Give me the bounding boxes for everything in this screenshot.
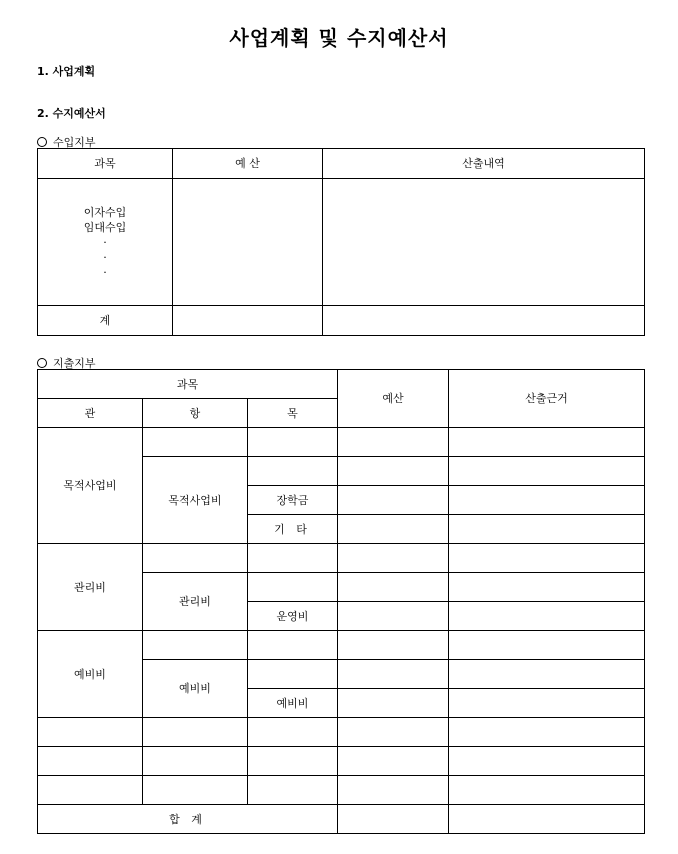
table-row xyxy=(38,428,645,457)
income-item-rent: 임대수입 xyxy=(83,220,127,234)
income-items-row xyxy=(38,179,645,306)
basis-cell[interactable] xyxy=(449,631,645,660)
budget-cell[interactable] xyxy=(338,602,449,631)
table-row xyxy=(38,718,645,747)
gwan-purpose-business: 목적사업비 xyxy=(38,428,143,544)
income-item-interest: 이자수입 xyxy=(83,205,127,219)
income-items-cell xyxy=(38,179,173,306)
mok-cell[interactable] xyxy=(248,631,338,660)
expense-header-row-1 xyxy=(38,370,645,399)
gwan-cell[interactable] xyxy=(38,747,143,776)
mok-other: 기 타 xyxy=(248,515,338,544)
income-total-detail-cell[interactable] xyxy=(323,306,645,336)
mok-cell[interactable] xyxy=(248,718,338,747)
basis-cell[interactable] xyxy=(449,776,645,805)
basis-cell[interactable] xyxy=(449,486,645,515)
ellipsis-dot: · xyxy=(103,265,107,279)
budget-cell[interactable] xyxy=(338,718,449,747)
budget-cell[interactable] xyxy=(338,689,449,718)
mok-cell[interactable] xyxy=(248,457,338,486)
income-table xyxy=(37,148,645,336)
basis-cell[interactable] xyxy=(449,660,645,689)
income-total-label: 계 xyxy=(38,306,173,336)
hang-cell[interactable] xyxy=(143,631,248,660)
basis-cell[interactable] xyxy=(449,602,645,631)
gwan-reserve: 예비비 xyxy=(38,631,143,718)
expense-header-budget: 예산 xyxy=(338,370,449,428)
budget-cell[interactable] xyxy=(338,747,449,776)
basis-cell[interactable] xyxy=(449,515,645,544)
circle-bullet-icon xyxy=(37,358,47,368)
expense-header-mok: 목 xyxy=(248,399,338,428)
income-total-row xyxy=(38,306,645,336)
mok-cell[interactable] xyxy=(248,747,338,776)
expense-label-text: 지출지부 xyxy=(53,357,96,370)
mok-reserve: 예비비 xyxy=(248,689,338,718)
ellipsis-dot: · xyxy=(103,250,107,264)
table-row xyxy=(38,747,645,776)
mok-scholarship: 장학금 xyxy=(248,486,338,515)
document-title: 사업계획 및 수지예산서 xyxy=(229,26,449,50)
hang-cell[interactable] xyxy=(143,718,248,747)
mok-cell[interactable] xyxy=(248,428,338,457)
budget-cell[interactable] xyxy=(338,776,449,805)
expense-total-row xyxy=(38,805,645,834)
income-label-text: 수입지부 xyxy=(53,136,96,149)
gwan-management: 관리비 xyxy=(38,544,143,631)
budget-cell[interactable] xyxy=(338,457,449,486)
hang-management: 관리비 xyxy=(143,573,248,631)
budget-cell[interactable] xyxy=(338,573,449,602)
section-business-plan: 1. 사업계획 xyxy=(37,65,96,78)
expense-header-gwan: 관 xyxy=(38,399,143,428)
total-basis-cell[interactable] xyxy=(449,805,645,834)
budget-cell[interactable] xyxy=(338,544,449,573)
income-header-detail: 산출내역 xyxy=(323,149,645,179)
table-row xyxy=(38,776,645,805)
hang-cell[interactable] xyxy=(143,544,248,573)
section-budget: 2. 수지예산서 xyxy=(37,107,106,120)
ellipsis-dot: · xyxy=(103,235,107,249)
budget-cell[interactable] xyxy=(338,631,449,660)
expense-table xyxy=(37,369,645,834)
basis-cell[interactable] xyxy=(449,718,645,747)
basis-cell[interactable] xyxy=(449,544,645,573)
basis-cell[interactable] xyxy=(449,689,645,718)
income-header-budget: 예 산 xyxy=(173,149,323,179)
basis-cell[interactable] xyxy=(449,428,645,457)
mok-cell[interactable] xyxy=(248,544,338,573)
basis-cell[interactable] xyxy=(449,457,645,486)
table-row xyxy=(38,631,645,660)
hang-reserve: 예비비 xyxy=(143,660,248,718)
income-budget-cell[interactable] xyxy=(173,179,323,306)
hang-cell[interactable] xyxy=(143,776,248,805)
income-detail-cell[interactable] xyxy=(323,179,645,306)
hang-cell[interactable] xyxy=(143,428,248,457)
basis-cell[interactable] xyxy=(449,573,645,602)
total-budget-cell[interactable] xyxy=(338,805,449,834)
mok-cell[interactable] xyxy=(248,573,338,602)
income-total-budget-cell[interactable] xyxy=(173,306,323,336)
gwan-cell[interactable] xyxy=(38,718,143,747)
budget-cell[interactable] xyxy=(338,515,449,544)
basis-cell[interactable] xyxy=(449,747,645,776)
budget-cell[interactable] xyxy=(338,428,449,457)
mok-cell[interactable] xyxy=(248,660,338,689)
circle-bullet-icon xyxy=(37,137,47,147)
gwan-cell[interactable] xyxy=(38,776,143,805)
expense-grand-total-label: 합 계 xyxy=(38,805,338,834)
mok-cell[interactable] xyxy=(248,776,338,805)
table-row xyxy=(38,544,645,573)
expense-header-subject: 과목 xyxy=(38,370,338,399)
budget-cell[interactable] xyxy=(338,660,449,689)
income-header-subject: 과목 xyxy=(38,149,173,179)
expense-header-hang: 항 xyxy=(143,399,248,428)
hang-cell[interactable] xyxy=(143,747,248,776)
expense-header-basis: 산출근거 xyxy=(449,370,645,428)
mok-operation: 운영비 xyxy=(248,602,338,631)
hang-purpose-business: 목적사업비 xyxy=(143,457,248,544)
income-header-row xyxy=(38,149,645,179)
budget-cell[interactable] xyxy=(338,486,449,515)
